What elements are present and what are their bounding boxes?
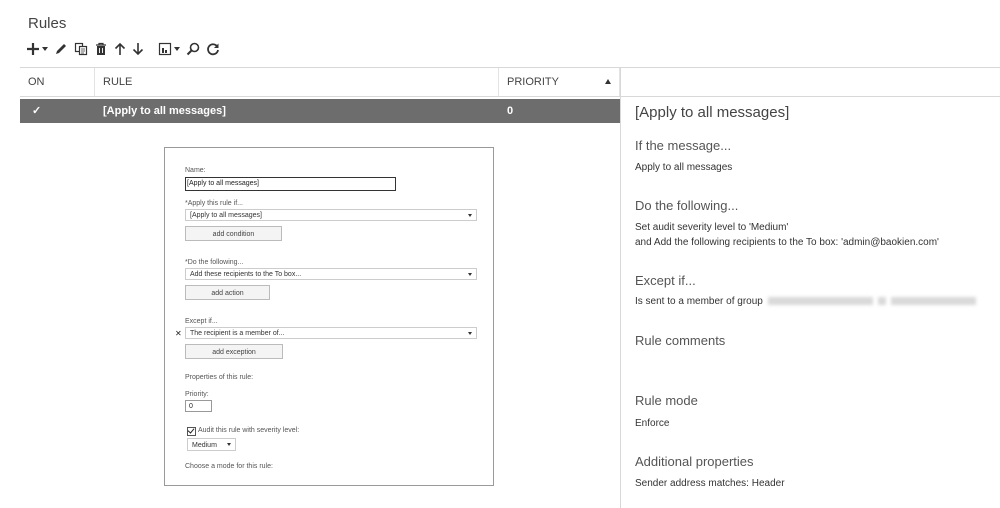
column-priority[interactable] [499,68,620,96]
severity-value: Medium [192,442,217,449]
except-text: Is sent to a member of group [635,296,763,307]
delete-button[interactable] [94,39,108,59]
add-exception-button[interactable]: add exception [185,344,283,359]
do-line-1: Set audit severity level to 'Medium' [635,222,789,233]
chevron-down-icon [227,443,231,446]
search-icon [186,42,200,56]
move-down-button[interactable] [132,39,144,59]
action-select[interactable] [185,268,477,280]
do-heading: Do the following... [635,198,739,213]
mode-label: Choose a mode for this rule: [185,463,273,470]
redacted-text [878,297,886,305]
edit-icon [54,42,68,56]
chevron-down-icon [468,332,472,335]
refresh-icon [206,42,220,56]
comments-heading: Rule comments [635,333,726,348]
search-button[interactable] [186,39,200,59]
pane-divider [620,67,621,508]
priority-label: Priority: [185,391,209,398]
audit-label: Audit this rule with severity level: [198,427,300,434]
toolbar [26,39,226,59]
rule-priority: 0 [507,105,514,117]
enabled-check-icon[interactable]: ✓ [32,105,42,117]
add-condition-button[interactable]: add condition [185,226,282,241]
chevron-down-icon [468,273,472,276]
details-title: [Apply to all messages] [635,104,790,121]
mode-text: Enforce [635,418,670,429]
priority-input[interactable]: 0 [185,400,212,412]
sort-ascending-icon [605,79,611,84]
name-input[interactable]: [Apply to all messages] [185,177,396,191]
column-rule[interactable]: RULE [95,68,499,96]
if-heading: If the message... [635,138,732,153]
except-heading: Except if... [635,273,696,288]
arrow-up-icon [114,42,126,56]
copy-button[interactable] [74,39,88,59]
except-line [635,296,976,307]
column-on[interactable]: ON [20,68,95,96]
apply-rule-label: *Apply this rule if... [185,200,243,207]
add-action-button[interactable]: add action [185,285,270,300]
mode-heading: Rule mode [635,393,698,408]
action-value: Add these recipients to the To box... [190,271,302,278]
edit-button[interactable] [54,39,68,59]
exception-value: The recipient is a member of... [190,330,285,337]
export-button[interactable] [158,39,180,59]
delete-icon [94,42,108,56]
arrow-down-icon [132,42,144,56]
audit-checkbox[interactable] [187,427,196,436]
severity-select[interactable] [187,438,236,451]
redacted-email [891,297,976,305]
add-icon [26,42,40,56]
exception-select[interactable] [185,327,477,339]
do-line-2: and Add the following recipients to the To box: 'admin@baokien.com' [635,237,939,248]
chevron-down-icon [42,47,48,51]
rules-table-header [20,67,1000,97]
if-text: Apply to all messages [635,162,733,173]
chevron-down-icon [468,214,472,217]
add-button[interactable] [26,39,48,59]
column-priority-label: PRIORITY [507,76,559,88]
apply-rule-select[interactable] [185,209,477,221]
additional-heading: Additional properties [635,454,754,469]
table-row[interactable] [20,99,620,123]
copy-icon [74,42,88,56]
page-title: Rules [28,15,67,32]
properties-label: Properties of this rule: [185,374,254,381]
rule-editor-dialog [164,147,494,486]
move-up-button[interactable] [114,39,126,59]
rule-name: [Apply to all messages] [103,105,226,117]
remove-exception-icon[interactable]: ✕ [175,329,182,338]
additional-text: Sender address matches: Header [635,478,785,489]
do-following-label: *Do the following... [185,259,244,266]
except-label: Except if... [185,318,218,325]
apply-rule-value: [Apply to all messages] [190,212,262,219]
refresh-button[interactable] [206,39,220,59]
chevron-down-icon [174,47,180,51]
export-icon [158,42,172,56]
redacted-email [768,297,873,305]
name-label: Name: [185,167,206,174]
